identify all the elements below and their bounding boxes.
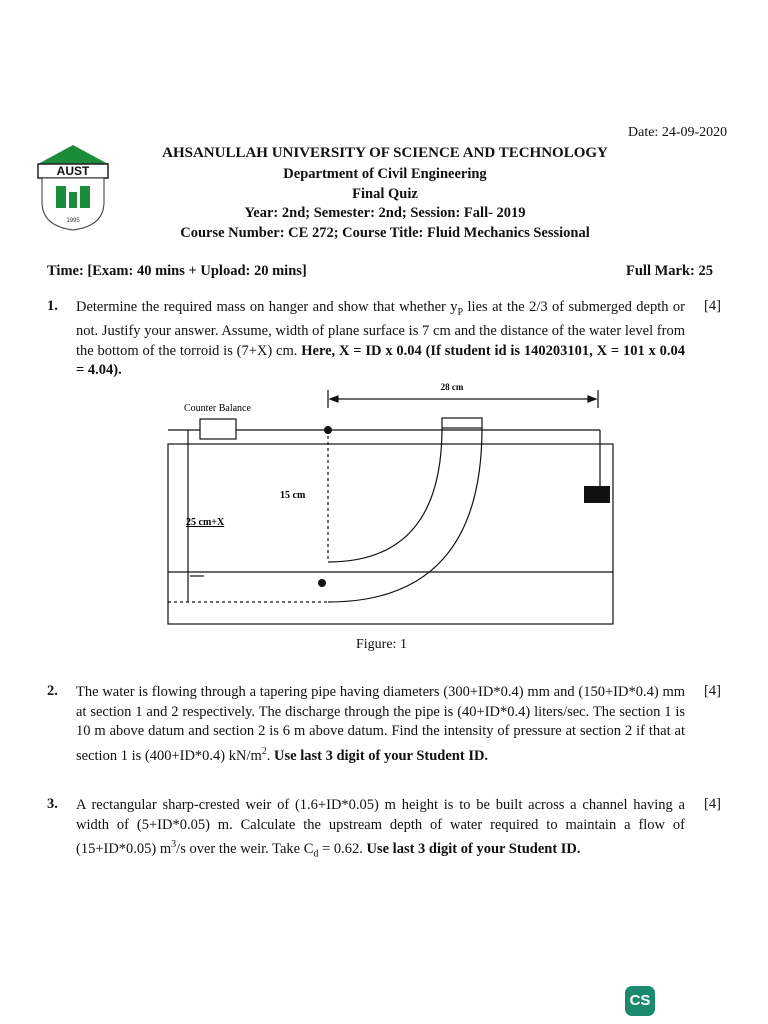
torroid-inner: [328, 428, 442, 562]
label-counter-balance: Counter Balance: [184, 403, 251, 414]
label-15cm: 15 cm: [280, 490, 306, 501]
logo-roof: [38, 145, 108, 164]
session-line: Year: 2nd; Semester: 2nd; Session: Fall- 2019: [244, 205, 526, 221]
figure-1-diagram: [160, 382, 620, 632]
full-mark: Full Mark: 25: [626, 263, 713, 279]
counter-balance-box: [200, 419, 236, 439]
date: Date: 24-09-2020: [628, 125, 728, 140]
logo-text: AUST: [56, 164, 90, 178]
question-2-text: The water is flowing through a tapering pipe having diameters (300+ID*0.4) mm and (150+ID*0.4) mm at section 1 and 2 respectively. The discharge through the pipe is (40+ID*0.4) liters/sec. The section 1 is 10 m above datum and section 2 is 6 m above datum. Find the intensity of pressure at section 2 if that at section 1 is (400+ID*0.4) $kN/m^2$. Use last 3 digit of your Student ID.: [76, 684, 685, 764]
tank: [168, 444, 613, 624]
question-number: 2.: [47, 683, 58, 699]
exam-time: Time: [Exam: 40 mins + Upload: 20 mins]: [47, 263, 307, 279]
question-mark: [4]: [704, 298, 721, 314]
hanger-weight: [584, 486, 610, 503]
label-25cm-x: 25 cm+X: [186, 517, 225, 528]
university-name: AHSANULLAH UNIVERSITY OF SCIENCE AND TECHNOLOGY: [162, 145, 608, 161]
arrow-right: [588, 396, 596, 402]
exam-title: Final Quiz: [352, 186, 418, 202]
centre-mark: [318, 579, 326, 587]
pivot: [324, 426, 332, 434]
logo-year: 1995: [66, 218, 80, 224]
aust-logo: [34, 142, 112, 232]
question-number: 1.: [47, 298, 58, 314]
figure-caption: Figure: 1: [356, 637, 407, 652]
arrow-left: [330, 396, 338, 402]
camscanner-icon: CS: [625, 986, 655, 1016]
question-mark: [4]: [704, 683, 721, 699]
torroid-top: [442, 418, 482, 428]
question-3-text: A rectangular sharp-crested weir of (1.6+ID*0.05) m height is to be built across a channel having a width of (5+ID*0.05) m. Calculate the upstream depth of water required to maintain a flow of (15+ID*0.05) $m^3/s$ over the weir. Take $C_d = 0.62$. Use last 3 digit of your Student ID.: [76, 797, 685, 860]
label-28cm: 28 cm: [440, 382, 464, 392]
department: Department of Civil Engineering: [283, 166, 487, 182]
question-mark: [4]: [704, 796, 721, 812]
torroid-outer: [328, 428, 482, 602]
question-1-text: Determine the required mass on hanger and show that whether $y_P$ lies at the 2/3 of submerged depth or not. Justify your answer. Assume, width of plane surface is 7 cm and the distance of the water level from the bottom of the torroid is (7+X) cm. Here, X = ID x 0.04 (If student id is 140203101, X = 101 x 0.04 = 4.04).: [76, 299, 686, 379]
course-line: Course Number: CE 272; Course Title: Fluid Mechanics Sessional: [180, 225, 590, 241]
question-number: 3.: [47, 796, 58, 812]
